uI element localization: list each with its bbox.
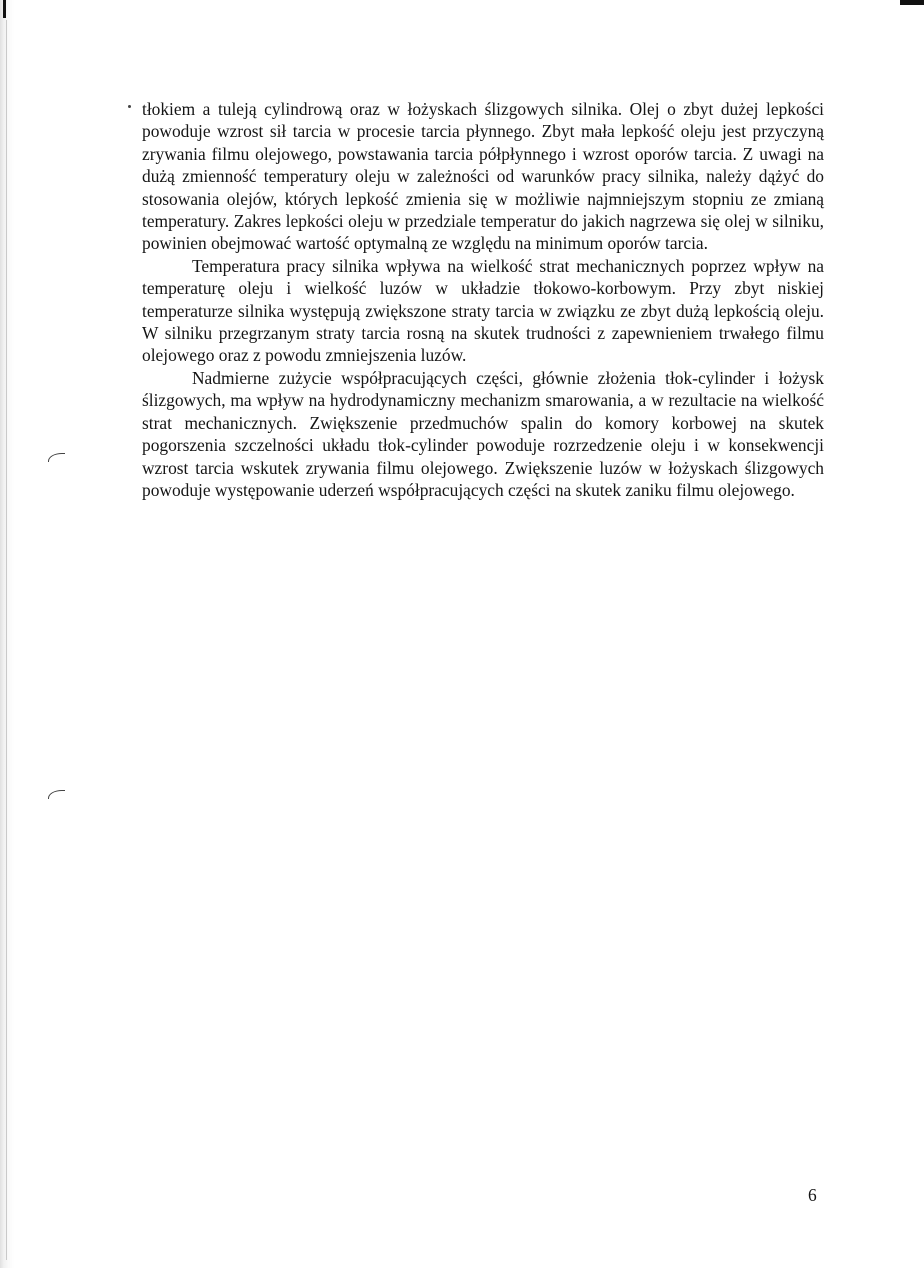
scan-corner-mark-left — [3, 0, 6, 18]
scan-edge-shadow — [0, 0, 14, 1268]
page-number: 6 — [808, 1185, 817, 1205]
document-body — [142, 98, 824, 501]
scan-edge-line — [6, 20, 7, 1260]
margin-pencil-mark — [48, 453, 65, 462]
scan-corner-mark-right — [900, 0, 924, 5]
paragraph-part-wear: Nadmierne zużycie współpracujących części, głównie złożenia tłok-cylinder i łożysk ślizgowych, ma wpływ na hydrodynamiczny mechanizm smarowania, a w rezultacie na wielkość strat mechanicznych. Zwiększenie przedmuchów spalin do komory korbowej na skutek pogorszenia szczelności układu tłok-cylinder powoduje rozrzedzenie oleju i w konsekwencji wzrost tarcia wskutek zrywania filmu olejowego. Zwiększenie luzów w łożyskach ślizgowych powoduje występowanie uderzeń współpracujących części na skutek zaniku filmu olejowego. — [142, 367, 824, 500]
stray-dot-mark — [128, 105, 131, 108]
paragraph-engine-temperature: Temperatura pracy silnika wpływa na wielkość strat mechanicznych poprzez wpływ na temperaturę oleju i wielkość luzów w układzie tłokowo-korbowym. Przy zbyt niskiej temperaturze silnika występują zwiększone straty tarcia w związku ze zbyt dużą lepkością oleju. W silniku przegrzanym straty tarcia rosną na skutek trudności z zapewnieniem trwałego filmu olejowego oraz z powodu zmniejszenia luzów. — [142, 255, 824, 366]
margin-pencil-mark — [48, 790, 65, 799]
paragraph-continuation: tłokiem a tuleją cylindrową oraz w łożyskach ślizgowych silnika. Olej o zbyt dużej lepkości powoduje wzrost sił tarcia w procesie tarcia płynnego. Zbyt mała lepkość oleju jest przyczyną zrywania filmu olejowego, powstawania tarcia półpłynnego i wzrost oporów tarcia. Z uwagi na dużą zmienność temperatury oleju w zależności od warunków pracy silnika, należy dążyć do stosowania olejów, których lepkość zmienia się w możliwie najmniejszym stopniu ze zmianą temperatury. Zakres lepkości oleju w przedziale temperatur do jakich nagrzewa się olej w silniku, powinien obejmować wartość optymalną ze względu na minimum oporów tarcia. — [142, 99, 824, 254]
